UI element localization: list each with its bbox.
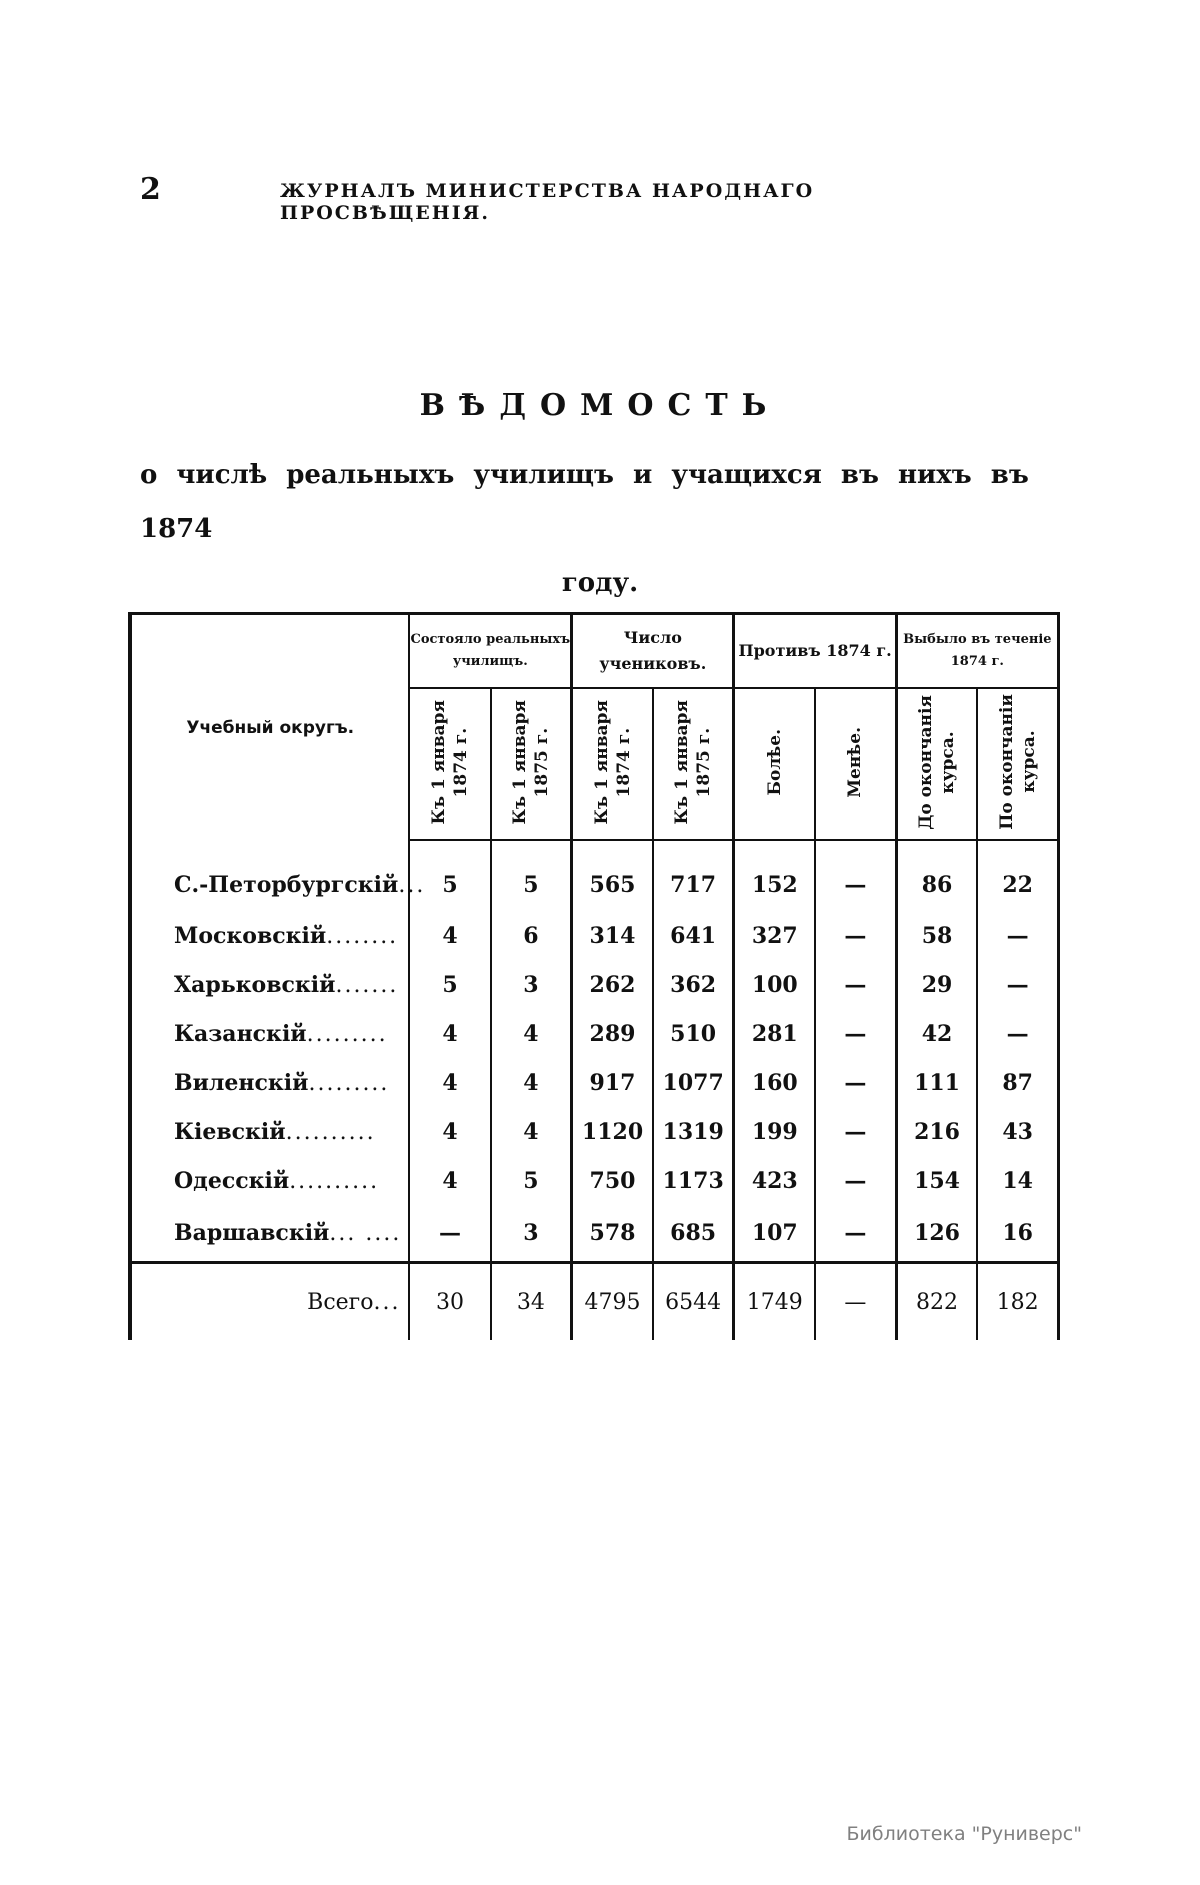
table-cell: 750 (572, 1156, 653, 1205)
table-cell: 362 (653, 960, 734, 1009)
table-cell: 160 (734, 1058, 815, 1107)
subheader-less: Менѣе. (815, 688, 896, 840)
table-cell: — (815, 1009, 896, 1058)
table-cell: — (977, 1009, 1058, 1058)
district-name: Московскій (174, 922, 327, 949)
table-cell: — (977, 911, 1058, 960)
table-cell: 4 (409, 1009, 490, 1058)
leader-dots: .......... (289, 1168, 380, 1194)
district-name-cell (130, 1058, 409, 1107)
subheader-students-1874: Къ 1 января 1874 г. (572, 688, 653, 840)
district-name-cell (130, 960, 409, 1009)
table-row (130, 1009, 1059, 1058)
table-cell: 262 (572, 960, 653, 1009)
subtitle-line-1: о числѣ реальныхъ училищъ и учащихся въ нихъ въ 1874 (140, 460, 1029, 544)
table-row (130, 1156, 1059, 1205)
table-cell: — (815, 960, 896, 1009)
table-cell: — (815, 1205, 896, 1263)
district-name: Харьковскій (174, 971, 336, 998)
leader-dots: ......... (308, 1070, 390, 1096)
table-cell: 281 (734, 1009, 815, 1058)
table-cell: 4795 (572, 1263, 653, 1341)
table-cell: — (815, 1156, 896, 1205)
district-name: Всего (307, 1289, 374, 1315)
table-cell: 4 (409, 1107, 490, 1156)
table-cell: 199 (734, 1107, 815, 1156)
document-title: ВѢДОМОСТЬ (419, 388, 781, 423)
table-cell: 16 (977, 1205, 1058, 1263)
group-header-schools: Состояло реальныхъ училищъ. (409, 614, 571, 689)
district-name-cell (130, 1107, 409, 1156)
table-cell: 4 (409, 911, 490, 960)
table-row (130, 1205, 1059, 1263)
table-cell: — (815, 1058, 896, 1107)
table-cell: 510 (653, 1009, 734, 1058)
statistics-table-container (128, 612, 1060, 1340)
table-cell: 4 (491, 1058, 572, 1107)
leader-dots: ... (373, 1289, 401, 1315)
table-cell: 5 (409, 840, 490, 911)
leader-dots: ... .... (329, 1221, 402, 1246)
district-name-cell (130, 1263, 409, 1341)
table-cell: 5 (491, 840, 572, 911)
table-cell: 182 (977, 1263, 1058, 1341)
table-cell: — (977, 960, 1058, 1009)
table-cell: 154 (896, 1156, 977, 1205)
leader-dots: ....... (335, 972, 399, 998)
table-cell: 29 (896, 960, 977, 1009)
district-name: Казанскій (174, 1020, 307, 1047)
document-subtitle (140, 448, 1060, 610)
table-cell: 1077 (653, 1058, 734, 1107)
table-cell: — (409, 1205, 490, 1263)
table-cell: 107 (734, 1205, 815, 1263)
subheader-students-1875: Къ 1 января 1875 г. (653, 688, 734, 840)
table-cell: 100 (734, 960, 815, 1009)
table-cell: 216 (896, 1107, 977, 1156)
table-cell: 1319 (653, 1107, 734, 1156)
group-header-vs-1874: Противъ 1874 г. (734, 614, 896, 689)
table-cell: 565 (572, 840, 653, 911)
subheader-before-completion: До окончанія курса. (896, 688, 977, 840)
table-cell: 42 (896, 1009, 977, 1058)
subheader-after-completion: По окончаніи курса. (977, 688, 1058, 840)
table-cell: 34 (491, 1263, 572, 1341)
page-number: 2 (140, 172, 161, 207)
table-cell: 423 (734, 1156, 815, 1205)
table-cell: 4 (491, 1009, 572, 1058)
subheader-more: Болѣе. (734, 688, 815, 840)
table-cell: 58 (896, 911, 977, 960)
district-name: Кіевскій (174, 1118, 286, 1145)
table-row (130, 911, 1059, 960)
table-cell: 4 (491, 1107, 572, 1156)
district-name: Одесскій (174, 1167, 290, 1194)
table-cell: 43 (977, 1107, 1058, 1156)
table-row (130, 1058, 1059, 1107)
table-cell: — (815, 911, 896, 960)
table-cell: — (815, 1263, 896, 1341)
district-name: С.-Петорбургскій (174, 871, 399, 898)
table-cell: 3 (491, 1205, 572, 1263)
table-cell: 717 (653, 840, 734, 911)
statistics-table (128, 612, 1060, 1340)
table-cell: 152 (734, 840, 815, 911)
leader-dots: ........ (326, 923, 399, 949)
journal-title: ЖУРНАЛЪ МИНИСТЕРСТВА НАРОДНАГО ПРОСВѢЩЕНІЯ. (280, 180, 815, 224)
table-body (130, 840, 1059, 1340)
table-cell: 822 (896, 1263, 977, 1341)
district-name-cell (130, 1009, 409, 1058)
table-cell: 6 (491, 911, 572, 960)
table-cell: 685 (653, 1205, 734, 1263)
table-cell: 314 (572, 911, 653, 960)
total-row (130, 1263, 1059, 1341)
subheader-schools-1874: Къ 1 января 1874 г. (409, 688, 490, 840)
district-column-header: Учебный округъ. (130, 614, 409, 841)
table-cell: 86 (896, 840, 977, 911)
table-cell: 4 (409, 1058, 490, 1107)
district-name-cell (130, 911, 409, 960)
table-cell: 30 (409, 1263, 490, 1341)
table-cell: 5 (491, 1156, 572, 1205)
table-cell: 578 (572, 1205, 653, 1263)
table-cell: 4 (409, 1156, 490, 1205)
district-name-cell (130, 1205, 409, 1263)
table-cell: 917 (572, 1058, 653, 1107)
table-cell: 641 (653, 911, 734, 960)
district-name-cell (130, 1156, 409, 1205)
table-cell: 1749 (734, 1263, 815, 1341)
table-cell: 111 (896, 1058, 977, 1107)
running-head (140, 172, 960, 224)
table-cell: 87 (977, 1058, 1058, 1107)
table-cell: 22 (977, 840, 1058, 911)
district-name-cell (130, 840, 426, 911)
table-cell: 5 (409, 960, 490, 1009)
table-cell: 1173 (653, 1156, 734, 1205)
table-cell: 126 (896, 1205, 977, 1263)
table-row (130, 840, 1059, 911)
district-name: Виленскій (174, 1069, 309, 1096)
table-cell: 289 (572, 1009, 653, 1058)
leader-dots: ... (398, 872, 426, 898)
group-header-left-during-1874: Выбыло въ теченіе 1874 г. (896, 614, 1058, 689)
group-header-students: Число учениковъ. (572, 614, 734, 689)
district-name: Варшавскій (174, 1220, 330, 1246)
table-cell: — (815, 840, 896, 911)
table-row (130, 1107, 1059, 1156)
table-cell: 327 (734, 911, 815, 960)
library-watermark: Библиотека "Руниверс" (846, 1823, 1082, 1845)
leader-dots: ......... (306, 1021, 388, 1047)
table-cell: 1120 (572, 1107, 653, 1156)
leader-dots: .......... (285, 1119, 376, 1145)
table-cell: 6544 (653, 1263, 734, 1341)
table-cell: 3 (491, 960, 572, 1009)
table-cell: — (815, 1107, 896, 1156)
table-row (130, 960, 1059, 1009)
table-cell: 14 (977, 1156, 1058, 1205)
subheader-schools-1875: Къ 1 января 1875 г. (491, 688, 572, 840)
subtitle-line-2: году. (561, 568, 639, 598)
